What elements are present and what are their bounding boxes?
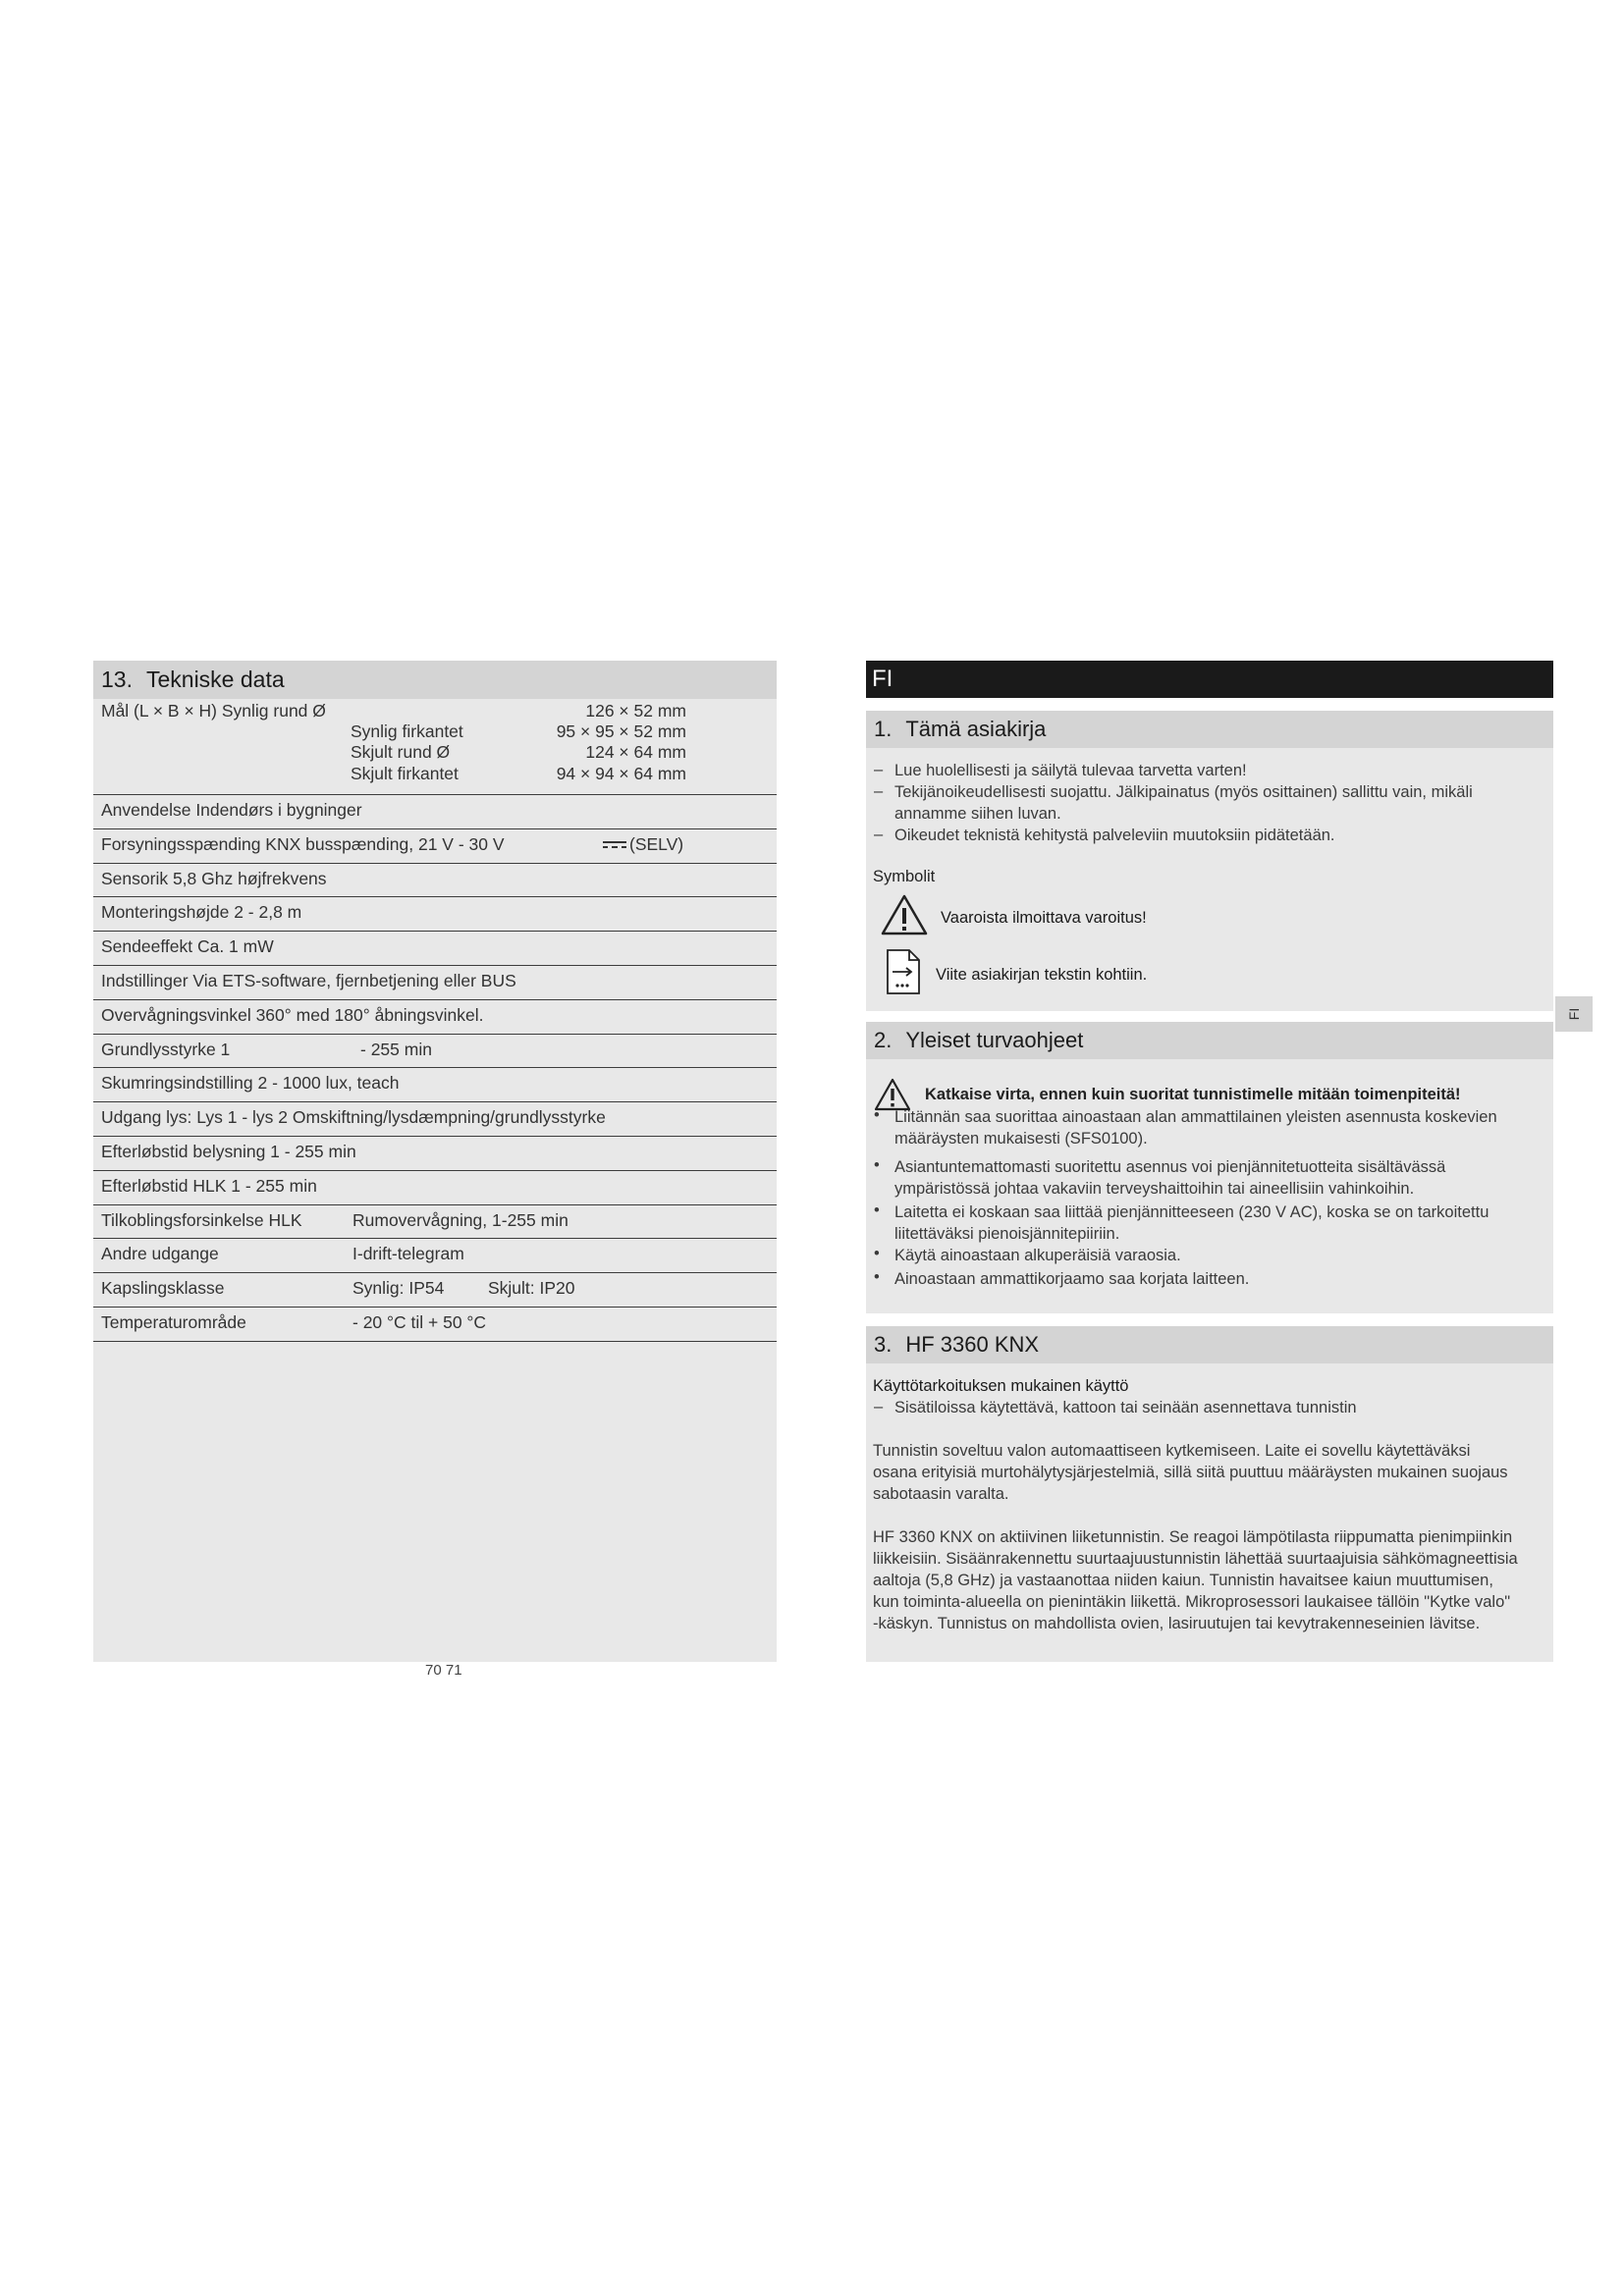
symbols-heading: Symbolit — [873, 868, 936, 885]
language-bar: FI — [866, 661, 1553, 698]
spec-text: Overvågningsvinkel 360° med 180° åbningsvinkel. — [101, 1004, 484, 1025]
section-number: 1. — [874, 717, 893, 741]
paragraph-line: Tunnistin soveltuu valon automaattiseen kytkemiseen. Laite ei sovellu käytettäväksi — [873, 1442, 1471, 1460]
spec-row — [93, 1205, 777, 1240]
dash-marker: – — [874, 782, 884, 800]
list-item: Liitännän saa suorittaa ainoastaan alan ammattilainen yleisten asennusta koskevien — [894, 1108, 1497, 1126]
bullet-marker: • — [874, 1245, 880, 1262]
spec-text: Monteringshøjde 2 - 2,8 m — [101, 902, 302, 923]
paragraph-line: HF 3360 KNX on aktiivinen liiketunnistin. Se reagoi lämpötilasta riippumatta pienimpiinkin — [873, 1528, 1513, 1546]
spec-row — [93, 1171, 777, 1205]
spec-row — [93, 897, 777, 932]
divider — [866, 1313, 1553, 1326]
spec-row — [93, 1308, 777, 1342]
section-title: Yleiset turvaohjeet — [905, 1028, 1084, 1052]
spec-row — [93, 1068, 777, 1102]
spec-text: Udgang lys: Lys 1 - lys 2 Omskiftning/lysdæmpning/grundlysstyrke — [101, 1107, 606, 1128]
warning-triangle-icon — [880, 893, 929, 941]
spec-text: Forsyningsspænding KNX busspænding, 21 V - 30 V — [101, 833, 505, 854]
spec-text: Andre udgange — [101, 1244, 219, 1264]
spec-text: Indstillinger Via ETS-software, fjernbetjening eller BUS — [101, 970, 516, 990]
dash-marker: – — [874, 826, 884, 843]
spec-extra: - 20 °C til + 50 °C — [352, 1311, 487, 1332]
paragraph-line: -käskyn. Tunnistus on mahdollista ovien, lasiruutujen tai kevytrakenneseinien lävitse. — [873, 1615, 1481, 1632]
side-tab-label: FI — [1565, 1007, 1582, 1021]
spec-value: 124 × 64 mm — [585, 742, 686, 762]
spec-text: Grundlysstyrke 1 — [101, 1039, 231, 1059]
dash-marker: – — [874, 761, 884, 778]
section-title: Tämä asiakirja — [905, 717, 1047, 741]
paragraph-line: liikkeisiin. Sisäänrakennettu suurtaajuustunnistin lähettää suurtaajuisia sähkömagneettisia — [873, 1550, 1518, 1568]
spec-value: 94 × 94 × 64 mm — [556, 764, 686, 783]
list-item: Asiantuntemattomasti suoritettu asennus voi pienjännitetuotteita sisältävässä — [894, 1158, 1446, 1176]
spec-row — [93, 1239, 777, 1273]
list-item: Ainoastaan ammattikorjaamo saa korjata laitteen. — [894, 1270, 1250, 1288]
spec-extra: - 255 min — [360, 1039, 432, 1059]
spec-row — [93, 1102, 777, 1137]
list-item: Käytä ainoastaan alkuperäisiä varaosia. — [894, 1247, 1181, 1264]
spec-text: Sensorik 5,8 Ghz højfrekvens — [101, 868, 327, 888]
spec-text: Anvendelse Indendørs i bygninger — [101, 800, 362, 820]
list-item: Tekijänoikeudellisesti suojattu. Jälkipainatus (myös osittainen) sallittu vain, mikäli — [894, 783, 1473, 801]
list-item-continuation: määräysten mukaisesti (SFS0100). — [894, 1130, 1148, 1148]
spec-text: Kapslingsklasse — [101, 1278, 225, 1299]
spec-text: Skumringsindstilling 2 - 1000 lux, teach — [101, 1073, 400, 1094]
spec-text: Temperaturområde — [101, 1311, 246, 1332]
spec-sublabel: Synlig firkantet — [351, 721, 463, 741]
spec-row — [93, 829, 777, 864]
spec-label: Mål (L × B × H) Synlig rund Ø — [101, 701, 326, 721]
list-item: Oikeudet teknistä kehitystä palveleviin muutoksiin pidätetään. — [894, 827, 1335, 844]
spec-row — [93, 1137, 777, 1171]
spec-row — [93, 966, 777, 1000]
list-item-continuation: annamme siihen luvan. — [894, 805, 1061, 823]
spec-extra: Rumovervågning, 1-255 min — [352, 1209, 568, 1230]
spec-extra: Skjult: IP20 — [488, 1278, 575, 1299]
paragraph-line: osana erityisiä murtohälytysjärjestelmiä, sillä siitä puuttuu määräysten mukainen suojaus — [873, 1464, 1508, 1481]
section-header-yleiset-turvaohjeet — [866, 1022, 1553, 1059]
list-item: Laitetta ei koskaan saa liittää pienjännitteeseen (230 V AC), koska se on tarkoitettu — [894, 1203, 1489, 1221]
bullet-marker: • — [874, 1268, 880, 1286]
section-header-tama-asiakirja — [866, 711, 1553, 748]
spec-sublabel: Skjult firkantet — [351, 764, 459, 783]
divider — [866, 698, 1553, 711]
spec-text: Sendeeffekt Ca. 1 mW — [101, 936, 274, 957]
divider — [866, 1011, 1553, 1022]
list-item: Sisätiloissa käytettävä, kattoon tai seinään asennettava tunnistin — [894, 1399, 1357, 1416]
subsection-title: Käyttötarkoituksen mukainen käyttö — [873, 1377, 1129, 1395]
spec-row — [93, 1000, 777, 1035]
list-item: Lue huolellisesti ja säilytä tulevaa tarvetta varten! — [894, 762, 1247, 779]
spec-row — [93, 1273, 777, 1308]
bullet-marker: • — [874, 1106, 880, 1124]
page-numbers: 70 71 — [425, 1662, 462, 1679]
warning-symbol-text: Vaaroista ilmoittava varoitus! — [941, 909, 1147, 927]
section-title: HF 3360 KNX — [905, 1332, 1040, 1357]
section-number: 2. — [874, 1028, 893, 1052]
dash-marker: – — [874, 1398, 884, 1415]
reference-symbol-text: Viite asiakirjan tekstin kohtiin. — [936, 966, 1148, 984]
dc-symbol-icon — [602, 829, 627, 859]
spec-row — [93, 864, 777, 898]
safety-warning: Katkaise virta, ennen kuin suoritat tunnistimelle mitään toimenpiteitä! — [925, 1086, 1461, 1103]
spec-text: Efterløbstid belysning 1 - 255 min — [101, 1141, 356, 1161]
section-title: Tekniske data — [145, 667, 285, 692]
paragraph-line: kun toiminta-alueella on pienintäkin liikettä. Mikroprosessori laukaisee tällöin "Kytke valo" — [873, 1593, 1511, 1611]
section-header-tekniske-data — [93, 661, 777, 699]
spec-row — [93, 932, 777, 966]
spec-row — [93, 795, 777, 829]
spec-value: 95 × 95 × 52 mm — [556, 721, 686, 741]
spec-extra: (SELV) — [629, 833, 684, 854]
paragraph-line: aaltoja (5,8 GHz) ja vastaanottaa niiden kaiun. Tunnistin havaitsee kaiun muuttumisen, — [873, 1572, 1493, 1589]
language-side-tab — [1555, 996, 1593, 1032]
paragraph-line: sabotaasin varalta. — [873, 1485, 1009, 1503]
left-page — [93, 661, 777, 1662]
section-number: 3. — [874, 1332, 893, 1357]
spec-sublabel: Skjult rund Ø — [351, 742, 451, 762]
list-item-continuation: ympäristössä johtaa vakaviin terveyshaittoihin tai aineellisiin vahinkoihin. — [894, 1180, 1415, 1198]
list-item-continuation: liitettäväksi pienoisjännitepiiriin. — [894, 1225, 1120, 1243]
section-header-hf-3360-knx — [866, 1326, 1553, 1363]
spec-extra: I-drift-telegram — [352, 1244, 464, 1264]
spec-text: Tilkoblingsforsinkelse HLK — [101, 1209, 302, 1230]
spec-row — [93, 1035, 777, 1069]
bullet-marker: • — [874, 1201, 880, 1219]
section-number: 13. — [101, 667, 133, 692]
bullet-marker: • — [874, 1156, 880, 1174]
document-reference-icon — [886, 948, 921, 1000]
spec-row-dimensions — [93, 699, 777, 795]
spec-extra: Synlig: IP54 — [352, 1278, 445, 1299]
spec-value: 126 × 52 mm — [585, 701, 686, 721]
spec-text: Efterløbstid HLK 1 - 255 min — [101, 1175, 317, 1196]
